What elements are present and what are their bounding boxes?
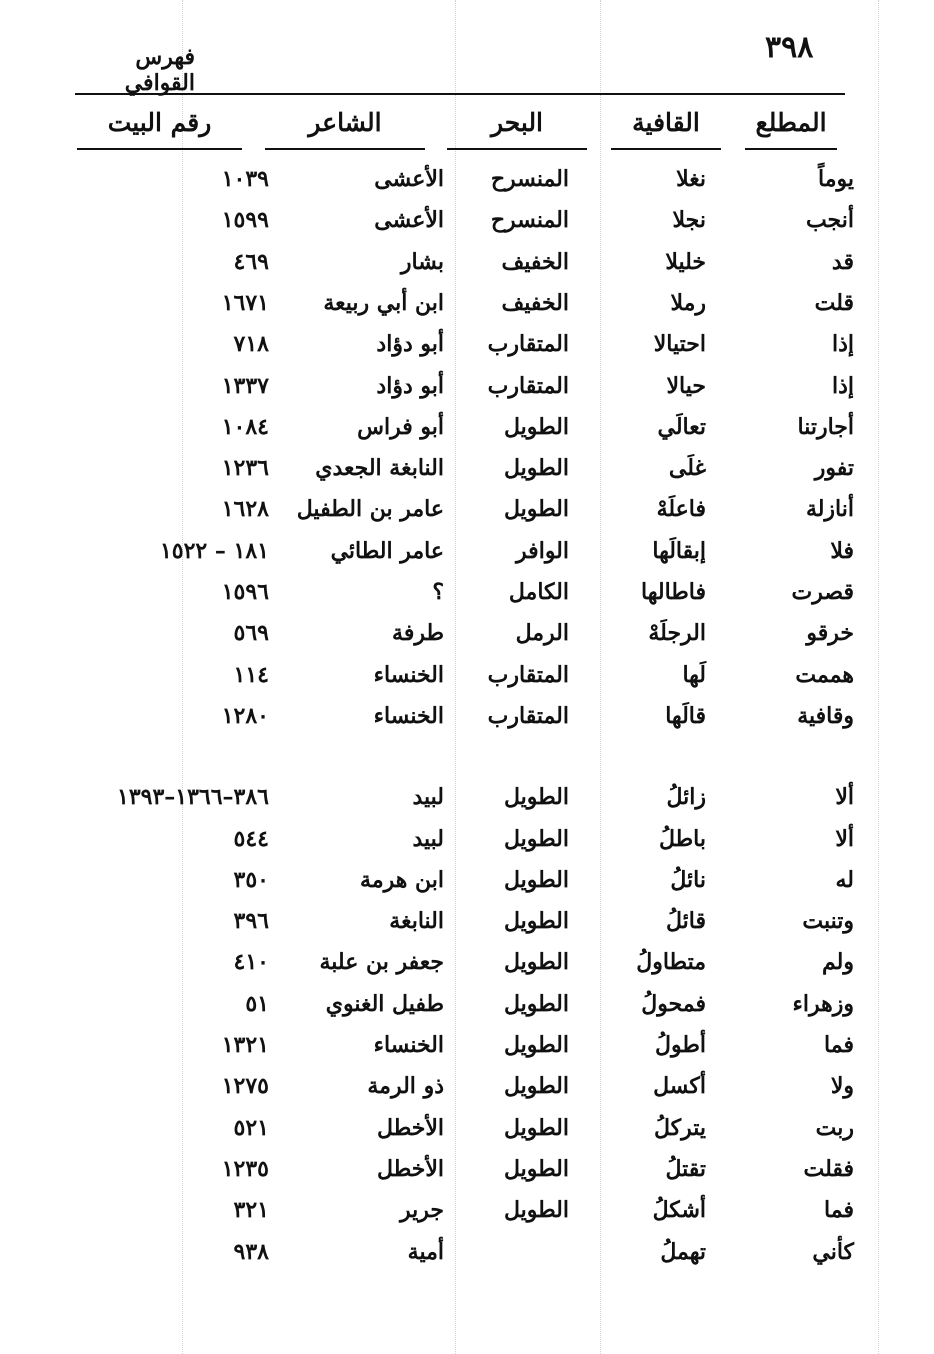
table-row — [0, 241, 934, 283]
table-row — [0, 447, 934, 489]
cell-raqm: ٥٦٩ — [233, 620, 269, 647]
table-row — [0, 1107, 934, 1149]
cell-matla: فما — [824, 1197, 854, 1224]
cell-matla: فما — [824, 1032, 854, 1058]
cell-shaer: الخنساء — [373, 1032, 444, 1058]
cell-shaer: جرير — [400, 1197, 444, 1224]
cell-shaer: ذو الرمة — [367, 1073, 444, 1100]
cell-raqm: ٧١٨ — [233, 331, 269, 358]
cell-bahr: الطويل — [503, 1155, 569, 1182]
cell-shaer: أبو دؤاد — [376, 331, 444, 358]
cell-matla: هممت — [795, 661, 854, 688]
cell-shaer: الخنساء — [373, 702, 444, 729]
cell-bahr: الطويل — [503, 990, 569, 1017]
table-row — [0, 199, 934, 241]
cell-matla: أنازلة — [805, 496, 854, 523]
cell-shaer: أبو فراس — [357, 413, 444, 440]
cell-shaer: النابغة — [389, 908, 444, 935]
cell-bahr: الوافر — [516, 537, 569, 564]
cell-bahr: الرمل — [515, 620, 569, 647]
cell-qafiya: زائلُ — [666, 784, 706, 811]
cell-shaer: الأعشى — [374, 166, 444, 192]
cell-raqm: ١١٤ — [233, 661, 269, 688]
cell-qafiya: لَها — [682, 661, 706, 688]
cell-qafiya: أشكلُ — [652, 1197, 706, 1224]
cell-matla: أجارتنا — [797, 413, 854, 440]
cell-matla: أنجب — [805, 207, 854, 234]
cell-qafiya: حيالا — [666, 372, 706, 399]
table-row — [0, 282, 934, 324]
cell-bahr: الطويل — [503, 908, 569, 935]
cell-matla: تفور — [814, 455, 854, 482]
cell-bahr: المنسرح — [490, 207, 569, 234]
cell-matla: قلت — [814, 289, 854, 316]
cell-raqm: ٤١٠ — [233, 949, 269, 976]
column-header-qafiya: القافية — [611, 108, 721, 150]
table-row — [0, 323, 934, 365]
cell-matla: إذا — [831, 331, 854, 358]
cell-raqm: ١٣٢١ — [221, 1032, 269, 1058]
cell-bahr: المتقارب — [487, 702, 569, 729]
table-row — [0, 1024, 934, 1066]
cell-shaer: الأخطل — [377, 1155, 444, 1182]
cell-shaer: طرفة — [392, 620, 444, 647]
cell-bahr: الخفيف — [501, 248, 569, 275]
cell-raqm: ١٣٣٧ — [221, 372, 269, 399]
cell-bahr: الطويل — [503, 455, 569, 482]
cell-shaer: جعفر بن علبة — [319, 949, 444, 976]
cell-shaer: ابن هرمة — [360, 866, 444, 893]
cell-qafiya: خليلا — [665, 248, 706, 275]
cell-matla: فقلت — [803, 1155, 854, 1182]
cell-qafiya: تهملُ — [660, 1238, 706, 1265]
cell-raqm: ١٥٩٩ — [221, 207, 269, 234]
cell-qafiya: متطاولُ — [636, 949, 706, 976]
cell-qafiya: غلَى — [668, 455, 706, 482]
cell-raqm: ٣٨٦–١٣٦٦–١٣٩٣ — [117, 784, 269, 811]
cell-raqm: ١٨١ – ١٥٢٢ — [159, 537, 269, 564]
table-row — [0, 365, 934, 407]
cell-matla: يوماً — [818, 166, 854, 192]
cell-qafiya: باطلُ — [659, 825, 706, 852]
cell-shaer: لبيد — [412, 784, 444, 811]
table-row — [0, 1148, 934, 1190]
table-row — [0, 1065, 934, 1107]
cell-raqm: ١٢٣٦ — [221, 455, 269, 482]
table-row — [0, 488, 934, 530]
column-header-shaer: الشاعر — [265, 108, 425, 150]
cell-matla: فلا — [830, 537, 854, 564]
cell-bahr: المنسرح — [490, 166, 569, 192]
cell-matla: ولم — [822, 949, 854, 976]
table-row — [0, 776, 934, 818]
table-row — [0, 695, 934, 737]
cell-shaer: لبيد — [412, 825, 444, 852]
cell-shaer: أبو دؤاد — [376, 372, 444, 399]
cell-shaer: ؟ — [432, 579, 444, 605]
cell-raqm: ٣٥٠ — [233, 866, 269, 893]
cell-qafiya: فاعلَهْ — [656, 496, 706, 523]
cell-raqm: ١٥٩٦ — [221, 579, 269, 605]
cell-qafiya: رملا — [670, 289, 706, 316]
cell-bahr: الكامل — [508, 579, 569, 605]
cell-raqm: ٥١ — [245, 990, 269, 1017]
column-header-bahr: البحر — [447, 108, 587, 150]
cell-bahr: الطويل — [503, 1197, 569, 1224]
cell-shaer: أمية — [407, 1238, 444, 1265]
cell-matla: وزهراء — [792, 990, 854, 1017]
cell-bahr: المتقارب — [487, 372, 569, 399]
cell-shaer: ابن أبي ربيعة — [323, 289, 444, 316]
cell-qafiya: فاطالها — [641, 579, 706, 605]
cell-raqm: ٣٢١ — [233, 1197, 269, 1224]
table-row — [0, 571, 934, 613]
cell-raqm: ١٢٨٠ — [221, 702, 269, 729]
cell-raqm: ٥٤٤ — [233, 825, 269, 852]
cell-shaer: بشار — [400, 248, 444, 275]
cell-raqm: ٤٦٩ — [233, 248, 269, 275]
cell-raqm: ١٦٢٨ — [221, 496, 269, 523]
table-row — [0, 158, 934, 200]
table-row — [0, 1231, 934, 1273]
page-number: ٣٩٨ — [765, 30, 814, 65]
cell-qafiya: الرجلَهْ — [648, 620, 706, 647]
header-rule — [75, 93, 845, 95]
cell-matla: ألا — [835, 784, 854, 811]
cell-bahr: الطويل — [503, 496, 569, 523]
cell-raqm: ١٠٣٩ — [221, 166, 269, 192]
table-row — [0, 900, 934, 942]
table-row — [0, 406, 934, 448]
cell-matla: إذا — [831, 372, 854, 399]
cell-shaer: عامر الطائي — [330, 537, 444, 564]
cell-shaer: الأعشى — [374, 207, 444, 234]
cell-bahr: الطويل — [503, 784, 569, 811]
cell-qafiya: نائلُ — [670, 866, 706, 893]
cell-raqm: ١٢٣٥ — [221, 1155, 269, 1182]
cell-bahr: الطويل — [503, 949, 569, 976]
column-header-raqm: رقم البيت — [77, 108, 242, 150]
cell-qafiya: قالَها — [665, 702, 706, 729]
table-row — [0, 818, 934, 860]
cell-qafiya: قائلُ — [665, 908, 706, 935]
cell-bahr: المتقارب — [487, 331, 569, 358]
running-title: فهرس القوافي — [124, 44, 195, 96]
table-row — [0, 859, 934, 901]
cell-shaer: عامر بن الطفيل — [296, 496, 444, 523]
cell-raqm: ٩٣٨ — [233, 1238, 269, 1265]
cell-shaer: النابغة الجعدي — [315, 455, 444, 482]
cell-matla: له — [835, 866, 854, 893]
cell-matla: وتنبت — [802, 908, 854, 935]
cell-matla: كأني — [812, 1238, 854, 1265]
cell-qafiya: أكسل — [653, 1073, 706, 1100]
cell-shaer: طفيل الغنوي — [325, 990, 444, 1017]
cell-qafiya: نغلا — [676, 166, 706, 192]
cell-qafiya: تعالَي — [657, 413, 706, 440]
cell-bahr: الخفيف — [501, 289, 569, 316]
column-header-matla: المطلع — [745, 108, 837, 150]
cell-qafiya: إبقالَها — [652, 537, 706, 564]
cell-raqm: ٣٩٦ — [233, 908, 269, 935]
cell-qafiya: يتركلُ — [653, 1114, 706, 1141]
cell-raqm: ١٢٧٥ — [221, 1073, 269, 1100]
cell-bahr: المتقارب — [487, 661, 569, 688]
cell-qafiya: أطولُ — [655, 1032, 706, 1058]
table-row — [0, 654, 934, 696]
cell-matla: ألا — [835, 825, 854, 852]
cell-raqm: ١٠٨٤ — [221, 413, 269, 440]
cell-matla: خرقو — [806, 620, 854, 647]
table-row — [0, 612, 934, 654]
cell-shaer: الأخطل — [377, 1114, 444, 1141]
table-row — [0, 530, 934, 572]
cell-matla: ولا — [830, 1073, 854, 1100]
cell-qafiya: فمحولُ — [641, 990, 706, 1017]
cell-bahr: الطويل — [503, 825, 569, 852]
table-row — [0, 941, 934, 983]
cell-shaer: الخنساء — [373, 661, 444, 688]
cell-bahr: الطويل — [503, 1114, 569, 1141]
cell-raqm: ١٦٧١ — [221, 289, 269, 316]
cell-bahr: الطويل — [503, 1073, 569, 1100]
cell-qafiya: نجلا — [672, 207, 706, 234]
cell-matla: قصرت — [791, 579, 854, 605]
table-row — [0, 983, 934, 1025]
cell-matla: وقافية — [797, 702, 854, 729]
cell-matla: ربت — [815, 1114, 854, 1141]
cell-matla: قد — [831, 248, 854, 275]
table-row — [0, 1189, 934, 1231]
cell-bahr: الطويل — [503, 1032, 569, 1058]
cell-qafiya: احتيالا — [653, 331, 706, 358]
cell-bahr: الطويل — [503, 413, 569, 440]
cell-bahr: الطويل — [503, 866, 569, 893]
cell-qafiya: تقتلُ — [665, 1155, 706, 1182]
cell-raqm: ٥٢١ — [233, 1114, 269, 1141]
